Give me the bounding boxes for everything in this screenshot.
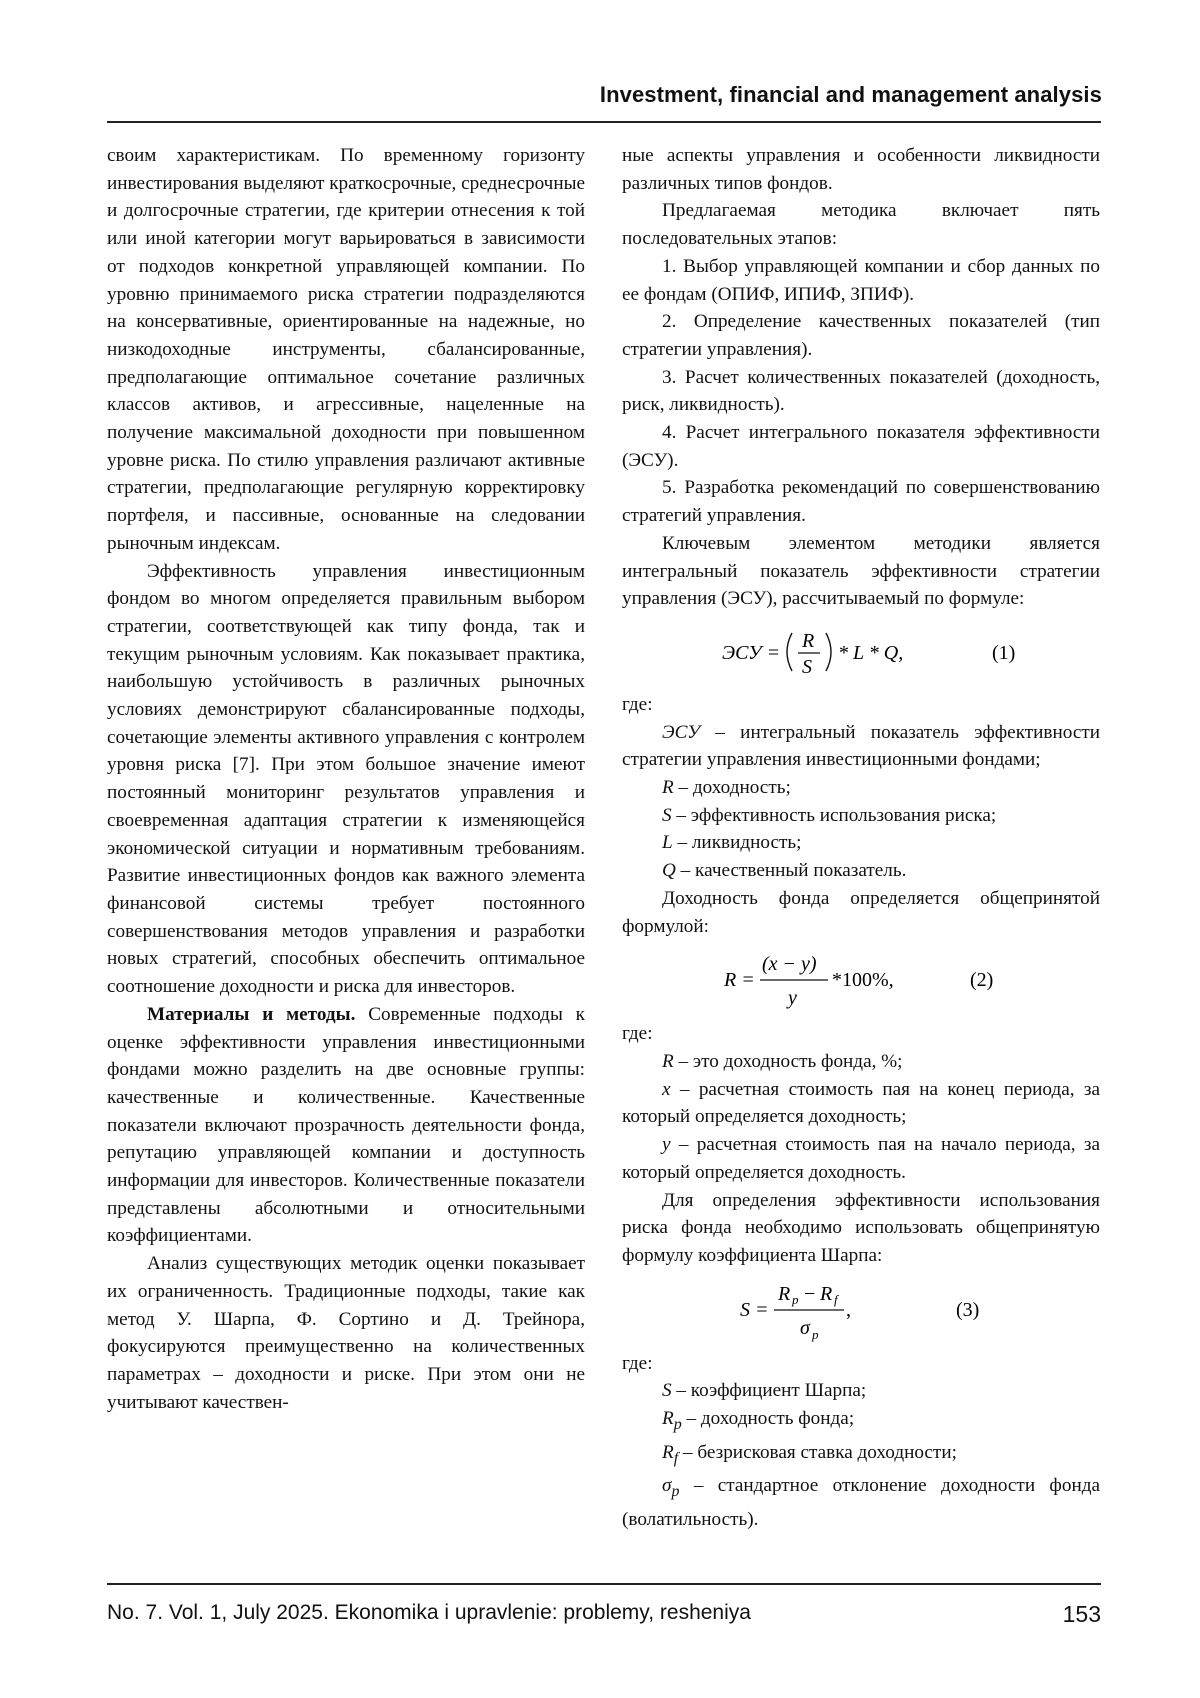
symbol: Q: [662, 860, 676, 882]
symbol: y: [662, 1134, 671, 1156]
symbol: R: [662, 1441, 674, 1463]
definition-text: – стандартное отклонение доходности фонда (волатильность).: [622, 1475, 1100, 1530]
list-item: 4. Расчет интегрального показателя эффективности (ЭСУ).: [622, 422, 1100, 471]
definition: [622, 1131, 1100, 1186]
definition-text: – это доходность фонда, %;: [673, 1050, 903, 1072]
journal-citation: No. 7. Vol. 1, July 2025. Ekonomika i upravlenie: problemy, resheniya: [107, 1601, 751, 1624]
eq3-den-sub: p: [812, 1326, 819, 1342]
eq2-rhs: *100%,: [832, 969, 894, 992]
definition-text: – расчетная стоимость пая на конец периода, за который определяется доходность;: [622, 1078, 1100, 1128]
where-label: где:: [622, 693, 653, 715]
eq1-numerator: R: [802, 629, 815, 652]
definition-text: – качественный показатель.: [675, 860, 907, 882]
definition-text: – доходность фонда;: [681, 1408, 855, 1430]
definition-text: – доходность;: [673, 777, 791, 799]
symbol: R: [662, 1050, 674, 1072]
definition-text: – ликвидность;: [672, 832, 802, 854]
paragraph: Эффективность управления инвестиционным фондом во многом определяется правильным выбором стратегии, соответствующей как типу фонда, так и текущим рыночным условиям. Как показывает практика, наибольшую устойчивость в различных рыночных условиях демонстрируют сбалансированные подходы, сочетающие элементы активного управления с контролем уровня риска [7]. При этом большое значение имеют постоянный мониторинг результатов управления и своевременная адаптация стратегии к изменяющейся экономической ситуации и нормативным требованиям. Развитие инвестиционных фондов как важного элемента финансовой системы требует постоянного совершенствования методов управления и разработки новых стратегий, способных обеспечить оптимальное соотношение доходности и риска для инвесторов.: [107, 560, 585, 998]
page-number: 153: [1062, 1601, 1101, 1627]
definition-text: – коэффициент Шарпа;: [671, 1380, 867, 1402]
equation-2: [622, 940, 1100, 1020]
symbol: ЭСУ: [662, 721, 701, 743]
definition-text: – безрисковая ставка доходности;: [678, 1441, 957, 1463]
definition: [622, 1439, 1100, 1473]
eq1-denominator: S: [802, 655, 812, 678]
equation-1: [622, 613, 1100, 691]
eq3-lhs: S =: [740, 1298, 769, 1321]
definition: [622, 774, 1100, 802]
list-item: 1. Выбор управляющей компании и сбор данных по ее фондам (ОПИФ, ИПИФ, ЗПИФ).: [622, 255, 1100, 305]
paragraph: Анализ существующих методик оценки показывает их ограниченность. Традиционные подходы, такие как метод У. Шарпа, Ф. Сортино и Д. Трейнора, фокусируются преимущественно на количественных параметрах – доходности и риске. При этом они не учитывают качествен-: [107, 1253, 585, 1413]
running-header: Investment, financial and management analysis: [599, 82, 1102, 107]
eq1-lhs: ЭСУ =: [722, 641, 781, 664]
eq1-left-paren: [787, 633, 792, 671]
definition-text: – эффективность использования риска;: [671, 804, 997, 826]
eq2-numerator: (x − y): [762, 953, 817, 976]
list-item: 2. Определение качественных показателей (тип стратегии управления).: [622, 311, 1100, 360]
definition: [622, 1048, 1100, 1076]
footer-rule: [107, 1583, 1101, 1585]
symbol: σ: [662, 1475, 672, 1497]
definition: [622, 857, 1100, 885]
where-label: где:: [622, 1023, 653, 1045]
eq3-rhs: ,: [846, 1298, 851, 1321]
section-heading: Материалы и методы.: [147, 1003, 356, 1025]
symbol: S: [662, 804, 672, 826]
equation-2-graphic: [622, 940, 1100, 1020]
symbol: R: [662, 1408, 674, 1430]
definition: [622, 802, 1100, 830]
eq2-lhs: R =: [724, 969, 755, 992]
eq3-minus: −: [804, 1282, 816, 1305]
eq3-num-a-sub: p: [792, 1291, 799, 1307]
symbol-subscript: p: [671, 1482, 680, 1500]
symbol-subscript: p: [673, 1415, 682, 1433]
paragraph: Доходность фонда определяется общепринятой формулой:: [622, 887, 1100, 937]
equation-3-graphic: [622, 1270, 1100, 1350]
symbol-subscript: f: [673, 1449, 679, 1467]
list-item: 3. Расчет количественных показателей (доходность, риск, ликвидность).: [622, 366, 1100, 416]
page-footer: [107, 1601, 1101, 1625]
eq1-right-paren: [826, 633, 831, 671]
paragraph: [107, 1001, 585, 1250]
where-label: где:: [622, 1352, 653, 1374]
definition-text: – расчетная стоимость пая на начало периода, за который определяется доходность.: [622, 1134, 1100, 1183]
list-item: 5. Разработка рекомендаций по совершенствованию стратегий управления.: [622, 477, 1100, 527]
paragraph: своим характеристикам. По временному горизонту инвестирования выделяют краткосрочные, среднесрочные и долгосрочные стратегии, где критерии отнесения к той или иной категории могут варьироваться в зависимости от подходов конкретной управляющей компании. По уровню принимаемого риска стратегии подразделяются на консервативные, ориентированные на надежные, но низкодоходные инструменты, сбалансированные, предполагающие оптимальное сочетание различных классов активов, и агрессивные, нацеленные на получение максимальной доходности при повышенном уровне риска. По стилю управления различают активные стратегии, предполагающие регулярную корректировку портфеля, и пассивные, основанные на следовании рыночным индексам.: [107, 145, 586, 554]
symbol: x: [662, 1078, 671, 1100]
eq2-number: (2): [970, 969, 994, 992]
equation-1-graphic: [622, 613, 1100, 691]
symbol: L: [662, 832, 673, 854]
eq3-num-b: R: [820, 1282, 833, 1305]
paragraph-text: Современные подходы к оценке эффективности управления инвестиционными фондами можно разделить на две основные группы: качественные и количественные. Качественные показатели включают прозрачность деятельности фонда, репутацию управляющей компании и доступность информации для инвесторов. Количественные показатели представлены абсолютными и относительными коэффициентами.: [107, 1003, 585, 1247]
definition: [622, 1405, 1100, 1439]
definition: [622, 1076, 1100, 1131]
left-column: [107, 142, 585, 1416]
definition: [622, 719, 1100, 774]
symbol: R: [662, 777, 674, 799]
symbol: S: [662, 1380, 672, 1402]
eq3-num-b-sub: f: [834, 1291, 838, 1307]
eq3-num-a: R: [778, 1282, 791, 1305]
definition: [622, 1377, 1100, 1405]
right-column: [622, 142, 1100, 1533]
definition: [622, 829, 1100, 857]
header-rule: [107, 121, 1101, 123]
paragraph: Предлагаемая методика включает пять последовательных этапов:: [622, 200, 1100, 250]
paragraph: Для определения эффективности использования риска фонда необходимо использовать общепринятую формулу коэффициента Шарпа:: [622, 1189, 1100, 1266]
paragraph: Ключевым элементом методики является интегральный показатель эффективности стратегии управления (ЭСУ), рассчитываемый по формуле:: [622, 532, 1100, 610]
eq3-number: (3): [956, 1298, 980, 1321]
definition-text: – интегральный показатель эффективности стратегии управления инвестиционными фондами;: [622, 721, 1100, 771]
paragraph: ные аспекты управления и особенности ликвидности различных типов фондов.: [622, 145, 1100, 194]
eq1-number: (1): [992, 641, 1016, 664]
eq1-rhs: * L * Q,: [838, 641, 904, 664]
eq3-den: σ: [800, 1316, 810, 1339]
eq2-denominator: y: [788, 987, 797, 1010]
definition: [622, 1472, 1100, 1533]
equation-3: [622, 1270, 1100, 1350]
